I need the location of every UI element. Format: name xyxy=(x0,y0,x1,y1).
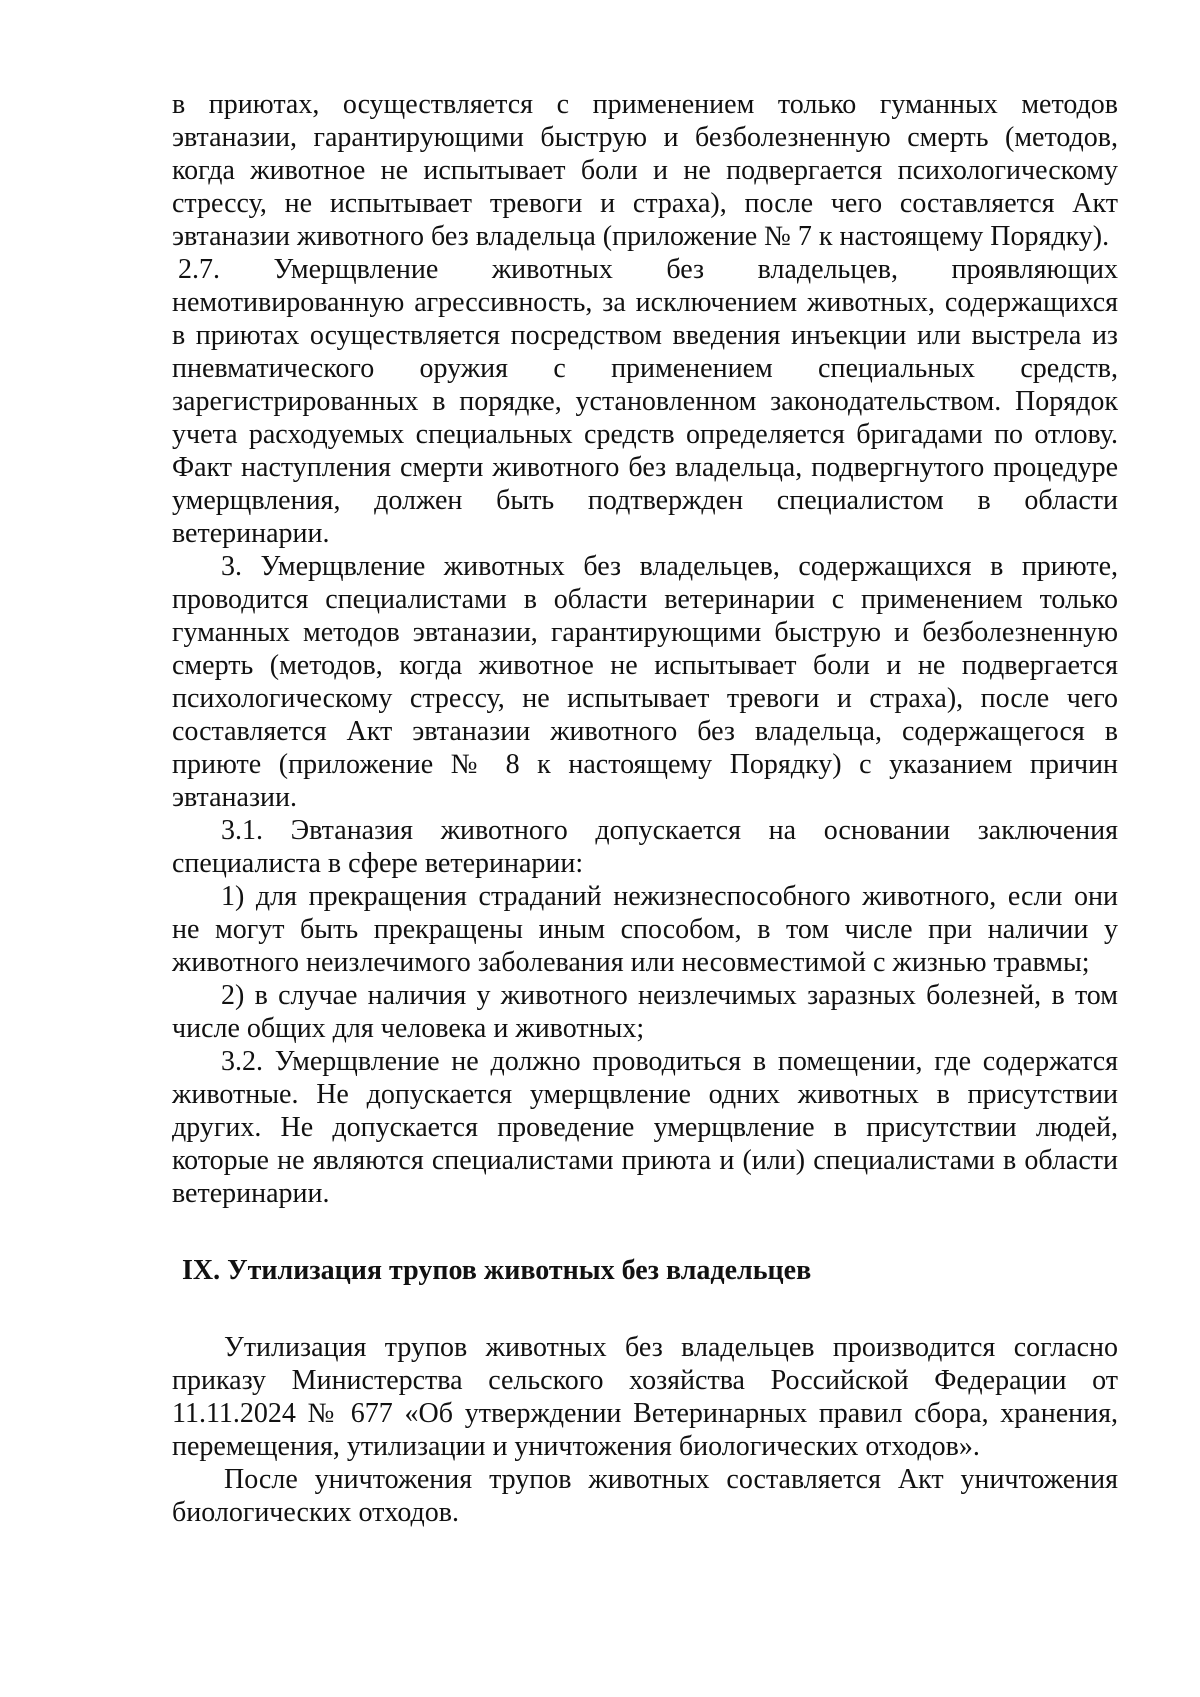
list-item-1-suffering: 1) для прекращения страданий нежизнеспособного животного, если они не могут быть прекращены иным способом, в том числе при наличии у животного неизлечимого заболевания или несовместимой с жизнью травмы; xyxy=(172,881,1118,978)
paragraph-3-1-grounds: 3.1. Эвтаназия животного допускается на основании заключения специалиста в сфере ветеринарии: xyxy=(172,815,1118,879)
paragraph-destruction-act: После уничтожения трупов животных составляется Акт уничтожения биологических отходов. xyxy=(172,1464,1118,1528)
list-item-2-infectious-disease: 2) в случае наличия у животного неизлечимых заразных болезней, в том числе общих для человека и животных; xyxy=(172,980,1118,1044)
document-body xyxy=(172,88,1118,1529)
paragraph-2-7-aggressive-animals: 2.7. Умерщвление животных без владельцев, проявляющих немотивированную агрессивность, за исключением животных, содержащихся в приютах осуществляется посредством введения инъекции или выстрела из пневматического оружия с применением специальных средств, зарегистрированных в порядке, установленном законодательством. Порядок учета расходуемых специальных средств определяется бригадами по отлову. Факт наступления смерти животного без владельца, подвергнутого процедуре умерщвления, должен быть подтвержден специалистом в области ветеринарии. xyxy=(172,254,1118,549)
paragraph-continuation-euthanasia: в приютах, осуществляется с применением только гуманных методов эвтаназии, гарантирующими быструю и безболезненную смерть (методов, когда животное не испытывает боли и не подвергается психологическому стрессу, не испытывает тревоги и страха), после чего составляется Акт эвтаназии животного без владельца (приложение № 7 к настоящему Порядку). xyxy=(172,89,1118,252)
paragraph-disposal-order: Утилизация трупов животных без владельцев производится согласно приказу Министерства сельского хозяйства Российской Федерации от 11.11.2024 № 677 «Об утверждении Ветеринарных правил сбора, хранения, перемещения, утилизации и уничтожения биологических отходов». xyxy=(172,1332,1118,1462)
section-heading-ix: IX. Утилизация трупов животных без владельцев xyxy=(182,1255,812,1286)
paragraph-3-2-restrictions: 3.2. Умерщвление не должно проводиться в помещении, где содержатся животные. Не допускается умерщвление одних животных в присутствии других. Не допускается проведение умерщвление в присутствии людей, которые не являются специалистами приюта и (или) специалистами в области ветеринарии. xyxy=(172,1046,1118,1209)
paragraph-3-shelter-euthanasia: 3. Умерщвление животных без владельцев, содержащихся в приюте, проводится специалистами в области ветеринарии с применением только гуманных методов эвтаназии, гарантирующими быструю и безболезненную смерть (методов, когда животное не испытывает боли и не подвергается психологическому стрессу, не испытывает тревоги и страха), после чего составляется Акт эвтаназии животного без владельца, содержащегося в приюте (приложение № 8 к настоящему Порядку) с указанием причин эвтаназии. xyxy=(172,551,1118,813)
